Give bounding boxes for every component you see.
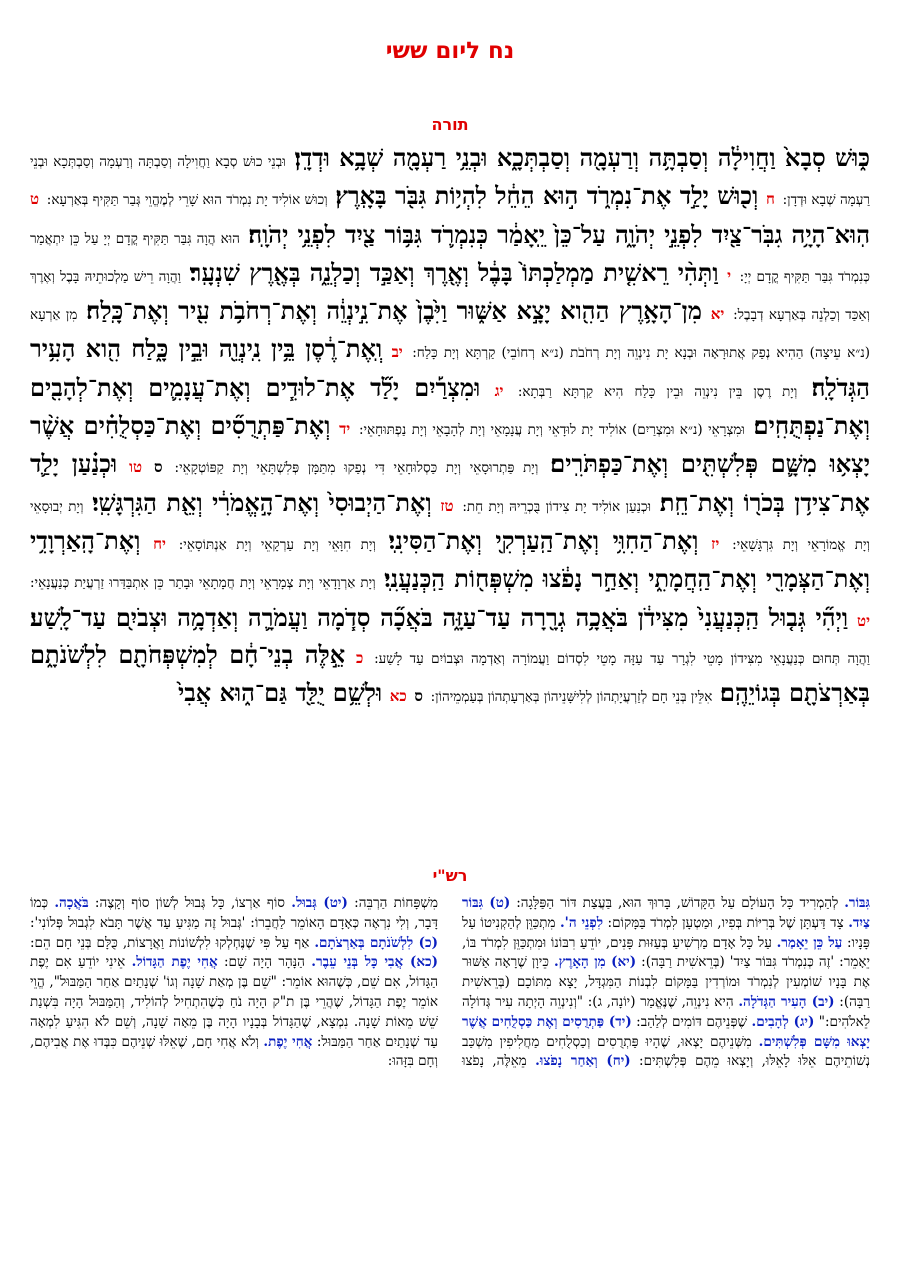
verse-text: הֽוּא־הָיָ֥ה גִבֹּֽר־צַ֖יִד לִפְנֵ֣י יְהֹוָ֑ה עַל־כֵּן֙ יֵֽאָמַ֔ר כְּנִמְרֹ֛ד גִּבּ֥וֹר צַ֖יִד לִפְנֵ֥י יְהֹוָֽה׃ (248, 219, 870, 249)
verse-number: כא (389, 687, 407, 706)
targum-text: וַהֲוָה רֵישׁ מַלְכוּתֵיהּ בָּבֶל וְאֶרֶךְ וְאַכַּד וְכַלְנֵה בְּאַרְעָא דְבָבֶל: (30, 268, 870, 324)
verse-number: טו (129, 458, 143, 477)
verse-text: וַתְּהִ֨י רֵאשִׁ֤ית מַמְלַכְתּוֹ֙ בָּבֶ֔ל וְאֶ֖רֶךְ וְאַכַּ֣ד וְכַלְנֵ֑ה בְּאֶ֖רֶץ שִׁנְעָֽר׃ (189, 257, 719, 287)
parasha-marker: ס (414, 687, 423, 706)
targum-text: וְיָת רֶסֶן בֵּין נִינְוֵה וּבֵין כָּלַח הִיא קַרְתָּא רַבְּתָא: (517, 383, 798, 400)
rashi-dibbur-hamatchil: לִפְנֵי ה'. (559, 914, 604, 931)
torah-text (30, 141, 870, 861)
verse-text: וְאֶת־הַיְבוּסִי֙ וְאֶת־הָ֣אֱמֹרִ֔י וְאֵ֖ת הַגִּרְגָּשִֽׁי׃ (92, 487, 432, 517)
targum-text: וַהֲוָה תְּחוּם כְּנַעֲנָאֵי מִצִּידוֹן מָטֵי לִגְרָר עַד עַזָּה מָטֵי לִסְדוֹם וַעֲמוֹרָה וְאַדְמָה וּצְבוֹיִם עַד לָשַׁע: (374, 650, 870, 667)
targum-text: הוּא הֲוָה גִּבַּר תַּקִּיף קֳדָם יְיָ עַל כֵּן יִתְאֲמַר כְּנִמְרֹד גִּבַּר תַּקִּיף קֳדָם יְיָ: (30, 230, 870, 285)
targum-text: וְיָת חִוָּאֵי וְיָת עַרְקָאֵי וְיָת אַנְתּוֹסָאֵי: (178, 536, 376, 553)
rashi-comment: שֶׁפְּנֵיהֶם דּוֹמִים לְלַהַב: (636, 1013, 748, 1030)
rashi-comment: הִיא נִינְוֵה, שֶׁנֶּאֱמַר (יוֹנָה, ג): "וְנִינְוֵה הָיְתָה עִיר גְּדוֹלָה לֵאלֹהִים:" (462, 993, 870, 1030)
verse-number: יז (711, 534, 720, 553)
verse-number: יט (857, 611, 870, 630)
rashi-dibbur-hamatchil: עַל כֵּן יֵאָמַר. (776, 934, 843, 951)
verse-number: ט (30, 190, 40, 209)
targum-text: וְכוּשׁ אוֹלִיד יָת נִמְרֹד הוּא שָׁרֵי לְמֶהֱוֵי גְּבַר תַּקִּיף בְּאַרְעָא: (46, 192, 328, 209)
verse-number: טז (440, 496, 454, 515)
targum-text: וּמִצְרָאֵי (נ״א וּמִצְרַיִם) אוֹלִיד יָת לוּדָאֵי וְיָת עֲנָמָאֵי וְיָת לְהָבָאֵי וְיָת נַפְתּוּחָאֵי: (358, 422, 745, 439)
verse-text: וְאֶת־פַּתְרֻסִ֞ים וְאֶת־כַּסְלֻחִ֗ים אֲשֶׁ֨ר יָצְא֥וּ מִשָּׁ֛ם פְּלִשְׁתִּ֖ים וְאֶת־כַּפְתֹּרִֽים׃ (30, 411, 870, 479)
verse-number: יד (339, 420, 351, 439)
verse-text: וְכ֖וּשׁ יָלַ֣ד אֶת־נִמְרֹ֑ד ה֣וּא הֵחֵ֔ל לִהְי֥וֹת גִּבֹּ֖ר בָּאָֽרֶץ׃ (335, 181, 759, 211)
verse-text: וְאֶת־הַחִוִּ֥י וְאֶת־הַֽעַרְקִ֖י וְאֶת־הַסִּינִֽי׃ (388, 525, 699, 555)
torah-heading: תורה (431, 115, 469, 134)
verse-text: מִן־הָאָ֥רֶץ הַהִ֖וא יָצָ֣א אַשּׁ֑וּר וַיִּ֙בֶן֙ אֶת־נִ֣ינְוֵ֔ה וְאֶת־רְחֹבֹ֥ת עִ֖יר וְאֶת־כָּֽלַח׃ (86, 296, 702, 326)
verse-text: וְאֶת־הָֽאַרְוָדִ֥י וְאֶת־הַצְּמָרִ֖י וְאֶת־הַֽחֲמָתִ֑י וְאַחַ֣ר נָפֹ֔צוּ מִשְׁפְּח֖וֹת הַֽכְּנַעֲנִֽי׃ (30, 525, 870, 594)
rashi-dibbur-hamatchil: (יט) גְּבוּל. (291, 895, 348, 911)
rashi-comment: מֵאֵלֶּה, נָפֹצוּ מִשְׁפָּחוֹת הַרְבֵּה: (354, 895, 527, 1070)
verse-number: יח (153, 534, 166, 553)
targum-text: אִלֵּין בְּנֵי חָם לְזַרְעֲיָתְהוֹן לְלִישָּׁנֵיהוֹן בְּאַרְעָתְהוֹן בְּעַמְמֵיהוֹן: (430, 689, 713, 706)
rashi-heading: רש"י (432, 866, 468, 885)
verse-text: וּכְנַ֗עַן יָלַ֛ד אֶת־צִיד֥ן בְּכֹר֖וֹ וְאֶת־חֵֽת׃ (30, 449, 870, 517)
targum-text: וְיָת יְבוּסָאֵי וְיָת אֱמוֹרָאֵי וְיָת גִּרְגָּשָׁאֵי: (30, 498, 870, 553)
rashi-comment: כֵּיוָן שֶׁרָאָה אַשּׁוּר אֶת בָּנָיו שׁוֹמְעִין לְנִמְרֹד וּמוֹרְדִין בַּמָּקוֹם לִבְנוֹת הַמִּגְדָּל, יָצָא מִתּוֹכָם (בְּרֵאשִׁית רַבָּה): (462, 954, 870, 1010)
rashi-commentary (30, 894, 870, 1244)
verse-text: אֵ֣לֶּה בְנֵי־חָ֔ם לְמִשְׁפְּחֹתָ֖ם לִלְשֹׁנֹתָ֑ם בְּאַרְצֹתָ֖ם בְּגוֹיֵהֶֽם׃ (30, 639, 870, 708)
rashi-dibbur-hamatchil: (ט) גִּבּוֹר צַיִד. (462, 895, 870, 931)
targum-text: וּכְנַעַן אוֹלִיד יָת צִידוֹן בֻּכְרֵיהּ וְיָת חֵת: (462, 498, 652, 515)
rashi-dibbur-hamatchil: (כ) לִלְשֹׁנֹתָם בְּאַרְצֹתָם. (314, 934, 438, 951)
rashi-comment: וְלֹא אֲחִי חָם, שֶׁאֵלּוּ שְׁנֵיהֶם כִּבְּדוּ אֶת אֲבִיהֶם, וְחָם בִּזָּהוּ: (30, 1033, 438, 1070)
rashi-dibbur-hamatchil: (יג) לְהָבִים. (751, 1013, 815, 1030)
rashi-comment: מִשְּׁנֵיהֶם יָצְאוּ, שֶׁהָיוּ פַּתְרֻסִים וְכַסְלֻחִים מַחֲלִיפִין מִשְׁכַּב נְשׁוֹתֵיהֶם אֵלּוּ לָאֵלּוּ, וְיָצְאוּ מֵהֶם פְּלִשְׁתִּים: (462, 1033, 870, 1070)
rashi-dibbur-hamatchil: (כא) אֲבִי כָּל בְּנֵי עֵבֶר. (311, 954, 438, 971)
page-title: נח ליום ששי (385, 38, 515, 64)
rashi-dibbur-hamatchil: בֹּאֲכָה. (54, 895, 89, 911)
rashi-dibbur-hamatchil: אֲחִי יֶפֶת הַגָּדוֹל. (131, 954, 218, 971)
rashi-dibbur-hamatchil: גִּבּוֹר. (844, 895, 870, 911)
parasha-marker: ס (154, 458, 163, 477)
rashi-dibbur-hamatchil: (יא) מִן הָאָרֶץ. (553, 954, 637, 971)
rashi-comment: אֵינִי יוֹדֵעַ אִם יֶפֶת הַגָּדוֹל, אִם שֵׁם, כְּשֶׁהוּא אוֹמֵר: "שֵׁם בֶּן מְאַת שָׁנָה וְגוֹ' שְׁנָתַיִם אַחַר הַמַּבּוּל", הֱוֵי אוֹמֵר יֶפֶת הַגָּדוֹל, שֶׁהֲרֵי בֶּן ת"ק הָיָה נֹחַ כְּשֶׁהִתְחִיל לְהוֹלִיד, וְהַמַּבּוּל הָיָה בִּשְׁנַת שֵׁשׁ מֵאוֹת שָׁנָה. נִמְצָא, שֶׁהַגָּדוֹל בְּבָנָיו הָיָה בֶּן מֵאָה שָׁנָה, וְשֵׁם לֹא הִגִּיעַ לִמְאָה עַד שְׁנָתַיִם אַחַר הַמַּבּוּל: (30, 954, 438, 1050)
rashi-comment: אַף עַל פִּי שֶׁנֶּחְלְקוּ לִלְשׁוֹנוֹת וַאֲרָצוֹת, כֻּלָּם בְּנֵי חָם הֵם: (30, 934, 310, 951)
verse-text: וְֽאֶת־רֶ֔סֶן בֵּ֥ין נִֽינְוֵ֖ה וּבֵ֣ין כָּ֑לַח הִ֖וא הָעִ֥יר הַגְּדֹלָֽה׃ (30, 334, 870, 402)
verse-text: וּמִצְרַ֡יִם יָלַ֞ד אֶת־לוּדִ֧ים וְאֶת־עֲנָמִ֛ים וְאֶת־לְהָבִ֖ים וְאֶת־נַפְתֻּחִֽים׃ (30, 372, 870, 441)
targum-text: וּבְנֵי כוּשׁ סְבָא וַחֲוִילָה וְסַבְתָּה וְרַעְמָה וְסַבְתְּכָא וּבְנֵי רַעְמָה שְׁבָא וּדְדָן: (30, 154, 870, 209)
rashi-comment: מִתְכַּוֵּן לְהַקְנִיטוֹ עַל פָּנָיו: (462, 914, 870, 951)
verse-number: ח (766, 190, 775, 209)
verse-number: כ (355, 648, 364, 667)
targum-text: מִן אַרְעָא (נ״א עֵיצָה) הַהִיא נְפַק אֲתוּרָאָה וּבְנָא יָת נִינְוֵה וְיָת רְחֹבֹת (נ״א רְחוֹבֵי) קַרְתָּא וְיָת כָּלַח: (30, 307, 870, 362)
rashi-dibbur-hamatchil: אֲחִי יֶפֶת. (263, 1033, 313, 1050)
rashi-comment: הַנָּהָר הָיָה שָׁם: (224, 954, 305, 971)
rashi-dibbur-hamatchil: (יד) פַּתְרֻסִים וְאֶת כַּסְלֻחִים אֲשֶׁר יָצְאוּ מִשָּׁם פְּלִשְׁתִּים. (462, 1013, 870, 1050)
verse-text: וַיְהִ֞י גְּב֤וּל הַֽכְּנַעֲנִי֙ מִצִּידֹ֔ן בֹּאֲכָ֥ה גְרָ֖רָה עַד־עַזָּ֑ה בֹּאֲכָ֞ה סְדֹ֧מָה וַעֲמֹרָ֛ה וְאַדְמָ֥ה וּצְבֹיִ֖ם עַד־לָֽשַׁע׃ (30, 602, 849, 632)
rashi-comment: כְּמוֹ דָּבָר, וְלִי נִרְאֶה כְּאָדָם הָאוֹמֵר לַחֲבֵרוֹ: 'גְּבוּל זֶה מַגִּיעַ עַד אֲשֶׁר תָּבֹא לִגְבוּל פְּלוֹנִי': (30, 895, 438, 931)
verse-number: יג (494, 381, 504, 400)
verse-text: כּ֑וּשׁ סְבָא֙ וַחֲוִילָ֔ה וְסַבְתָּ֥ה וְרַעְמָ֖ה וְסַבְתְּכָ֑א וּבְנֵ֥י רַעְמָ֖ה שְׁבָ֥א וּדְדָֽן׃ (294, 143, 870, 172)
rashi-comment: עַל כָּל אָדָם מַרְשִׁיעַ בְּעַזּוּת פָּנִים, יוֹדֵעַ רִבּוֹנוֹ וּמִתְכַּוֵּן לִמְרֹד בּוֹ, יֵאָמֵר: 'זֶה כְּנִמְרֹד גִּבּוֹר צַיִד' (בְּרֵאשִׁית רַבָּה): (462, 934, 870, 971)
targum-text: וְיָת פַּתְרוּסָאֵי וְיָת כַּסְלוּחָאֵי דִּי נְפַקוּ מִתַּמָּן פְּלִשְׁתָּאֵי וְיָת קַפּוֹטְקָאֵי: (174, 460, 539, 477)
rashi-comment: לְהַמְרִיד כָּל הָעוֹלָם עַל הַקָּדוֹשׁ, בָּרוּךְ הוּא, בַּעֲצַת דּוֹר הַפַּלָּגָה: (516, 895, 839, 911)
verse-text: וּלְשֵׁ֥ם יֻלַּ֖ד גַּם־ה֑וּא אֲבִי֙ (177, 678, 383, 708)
rashi-dibbur-hamatchil: (יח) וְאַחַר נָפֹצוּ. (535, 1053, 631, 1070)
verse-number: י (727, 266, 732, 285)
verse-number: יא (710, 305, 725, 324)
targum-text: וְיָת אַרְוָדָאֵי וְיָת צְמָרָאֵי וְיָת חֲמָתָאֵי וּבָתַר כֵּן אִתְבַּדַּרוּ זַרְעֲיַת כְּנַעֲנָאֵי: (30, 575, 376, 592)
rashi-comment: סוֹף אַרְצוֹ, כָּל גְּבוּל לְשׁוֹן סוֹף וְקָצֶה: (94, 895, 285, 911)
rashi-comment: צָד דַּעְתָּן שֶׁל בְּרִיּוֹת בְּפִיו, וּמַטְעָן לִמְרֹד בַּמָּקוֹם: (607, 914, 844, 931)
verse-number: יב (391, 343, 403, 362)
rashi-dibbur-hamatchil: (יב) הָעִיר הַגְּדֹלָה. (738, 993, 835, 1010)
